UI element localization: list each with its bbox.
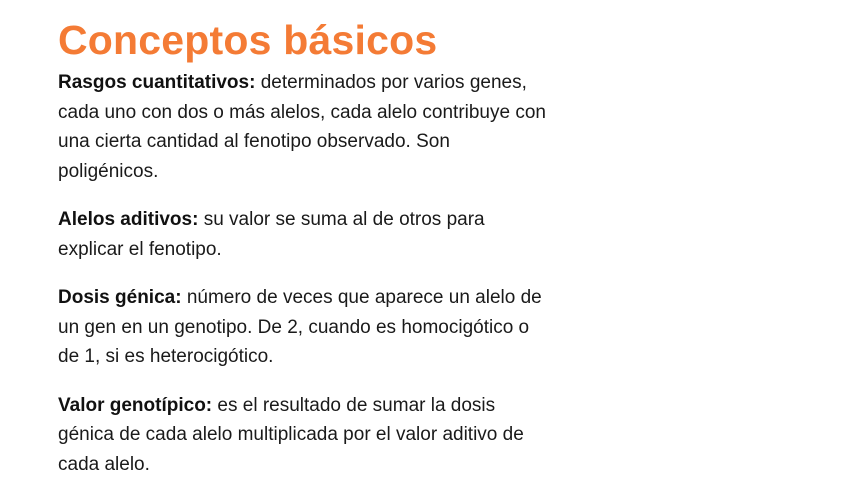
paragraph-rasgos-cuantitativos xyxy=(58,68,548,186)
term-dosis-genica: Dosis génica: xyxy=(58,287,182,308)
paragraph-dosis-genica xyxy=(58,283,548,372)
definition-alelos-aditivos: su valor se suma al de otros para explicar el fenotipo. xyxy=(58,209,485,260)
definition-rasgos-cuantitativos: determinados por varios genes, cada uno con dos o más alelos, cada alelo contribuye con una cierta cantidad al fenotipo observado. Son poligénicos. xyxy=(58,72,546,182)
paragraph-alelos-aditivos xyxy=(58,205,548,264)
definition-valor-genotipico: es el resultado de sumar la dosis génica de cada alelo multiplicada por el valor aditivo de cada alelo. xyxy=(58,395,524,475)
paragraph-valor-genotipico xyxy=(58,391,548,479)
definition-dosis-genica: número de veces que aparece un alelo de un gen en un genotipo. De 2, cuando es homocigótico o de 1, si es heterocigótico. xyxy=(58,287,542,367)
slide-title: Conceptos básicos xyxy=(58,14,437,66)
slide-content xyxy=(58,68,548,479)
term-valor-genotipico: Valor genotípico: xyxy=(58,395,212,416)
term-alelos-aditivos: Alelos aditivos: xyxy=(58,209,198,230)
term-rasgos-cuantitativos: Rasgos cuantitativos: xyxy=(58,72,255,93)
